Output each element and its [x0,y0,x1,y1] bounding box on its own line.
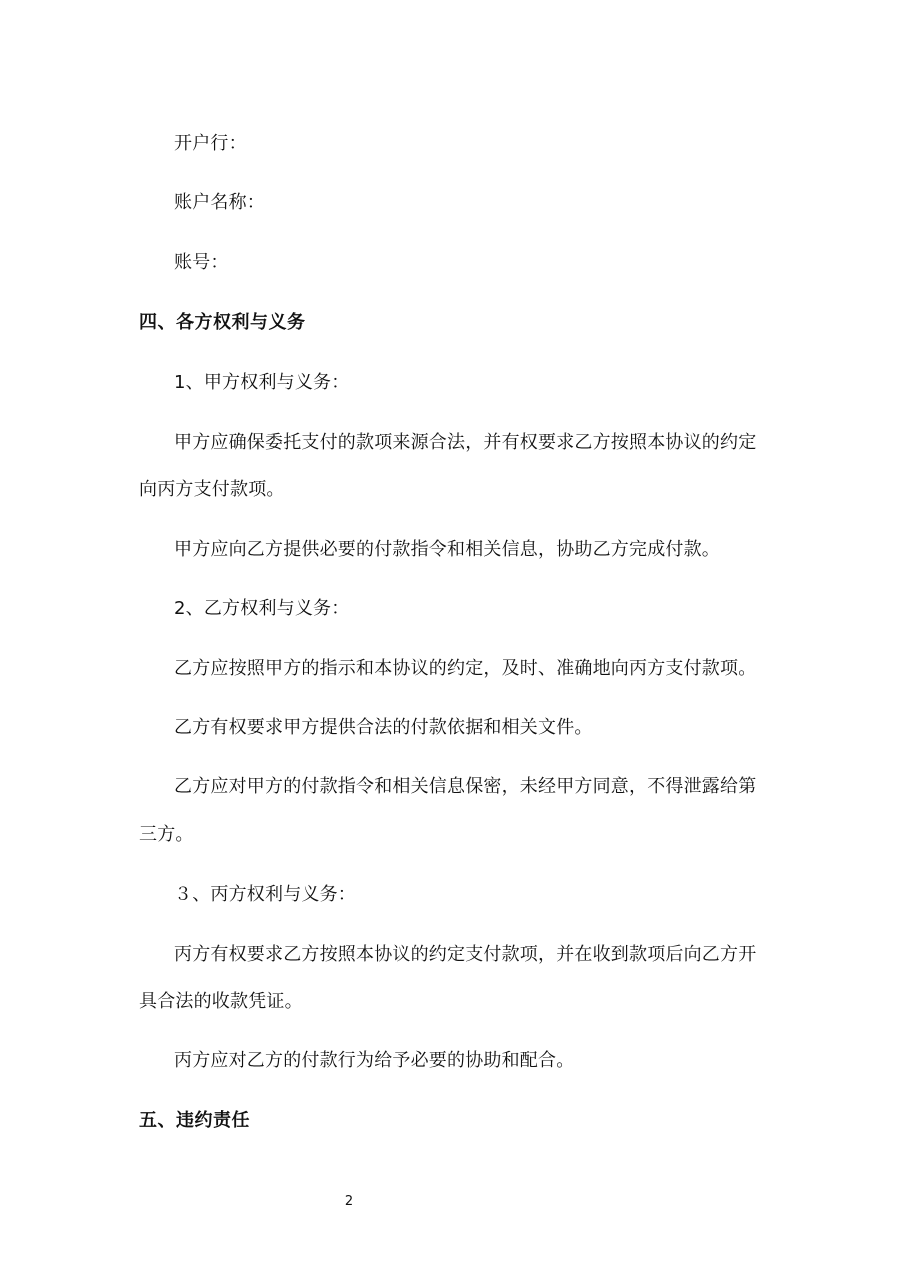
party-c-paragraph-1-line-1: 丙方有权要求乙方按照本协议的约定支付款项，并在收到款项后向乙方开 [174,944,757,965]
account-number-label: 账号： [174,252,229,273]
section-4-heading: 四、各方权利与义务 [139,312,306,333]
party-b-heading: 2、乙方权利与义务： [174,598,350,619]
party-a-paragraph-1-line-1: 甲方应确保委托支付的款项来源合法，并有权要求乙方按照本协议的约定 [174,432,757,453]
party-b-paragraph-3-line-2: 三方。 [139,824,194,845]
party-a-paragraph-2: 甲方应向乙方提供必要的付款指令和相关信息，协助乙方完成付款。 [174,539,720,560]
party-c-paragraph-1-line-2: 具合法的收款凭证。 [139,991,303,1012]
bank-label: 开户行： [174,133,247,154]
party-b-paragraph-2: 乙方有权要求甲方提供合法的付款依据和相关文件。 [174,717,593,738]
account-name-label: 账户名称： [174,192,265,213]
section-5-heading: 五、违约责任 [139,1110,250,1131]
party-c-heading: ３、丙方权利与义务： [174,884,356,905]
page-number: 2 [344,1194,354,1209]
party-b-paragraph-3-line-1: 乙方应对甲方的付款指令和相关信息保密，未经甲方同意，不得泄露给第 [174,776,757,797]
party-a-heading: 1、甲方权利与义务： [174,372,350,393]
party-a-paragraph-1-line-2: 向丙方支付款项。 [139,479,285,500]
party-b-paragraph-1: 乙方应按照甲方的指示和本协议的约定，及时、准确地向丙方支付款项。 [174,658,757,679]
party-c-paragraph-2: 丙方应对乙方的付款行为给予必要的协助和配合。 [174,1050,575,1071]
